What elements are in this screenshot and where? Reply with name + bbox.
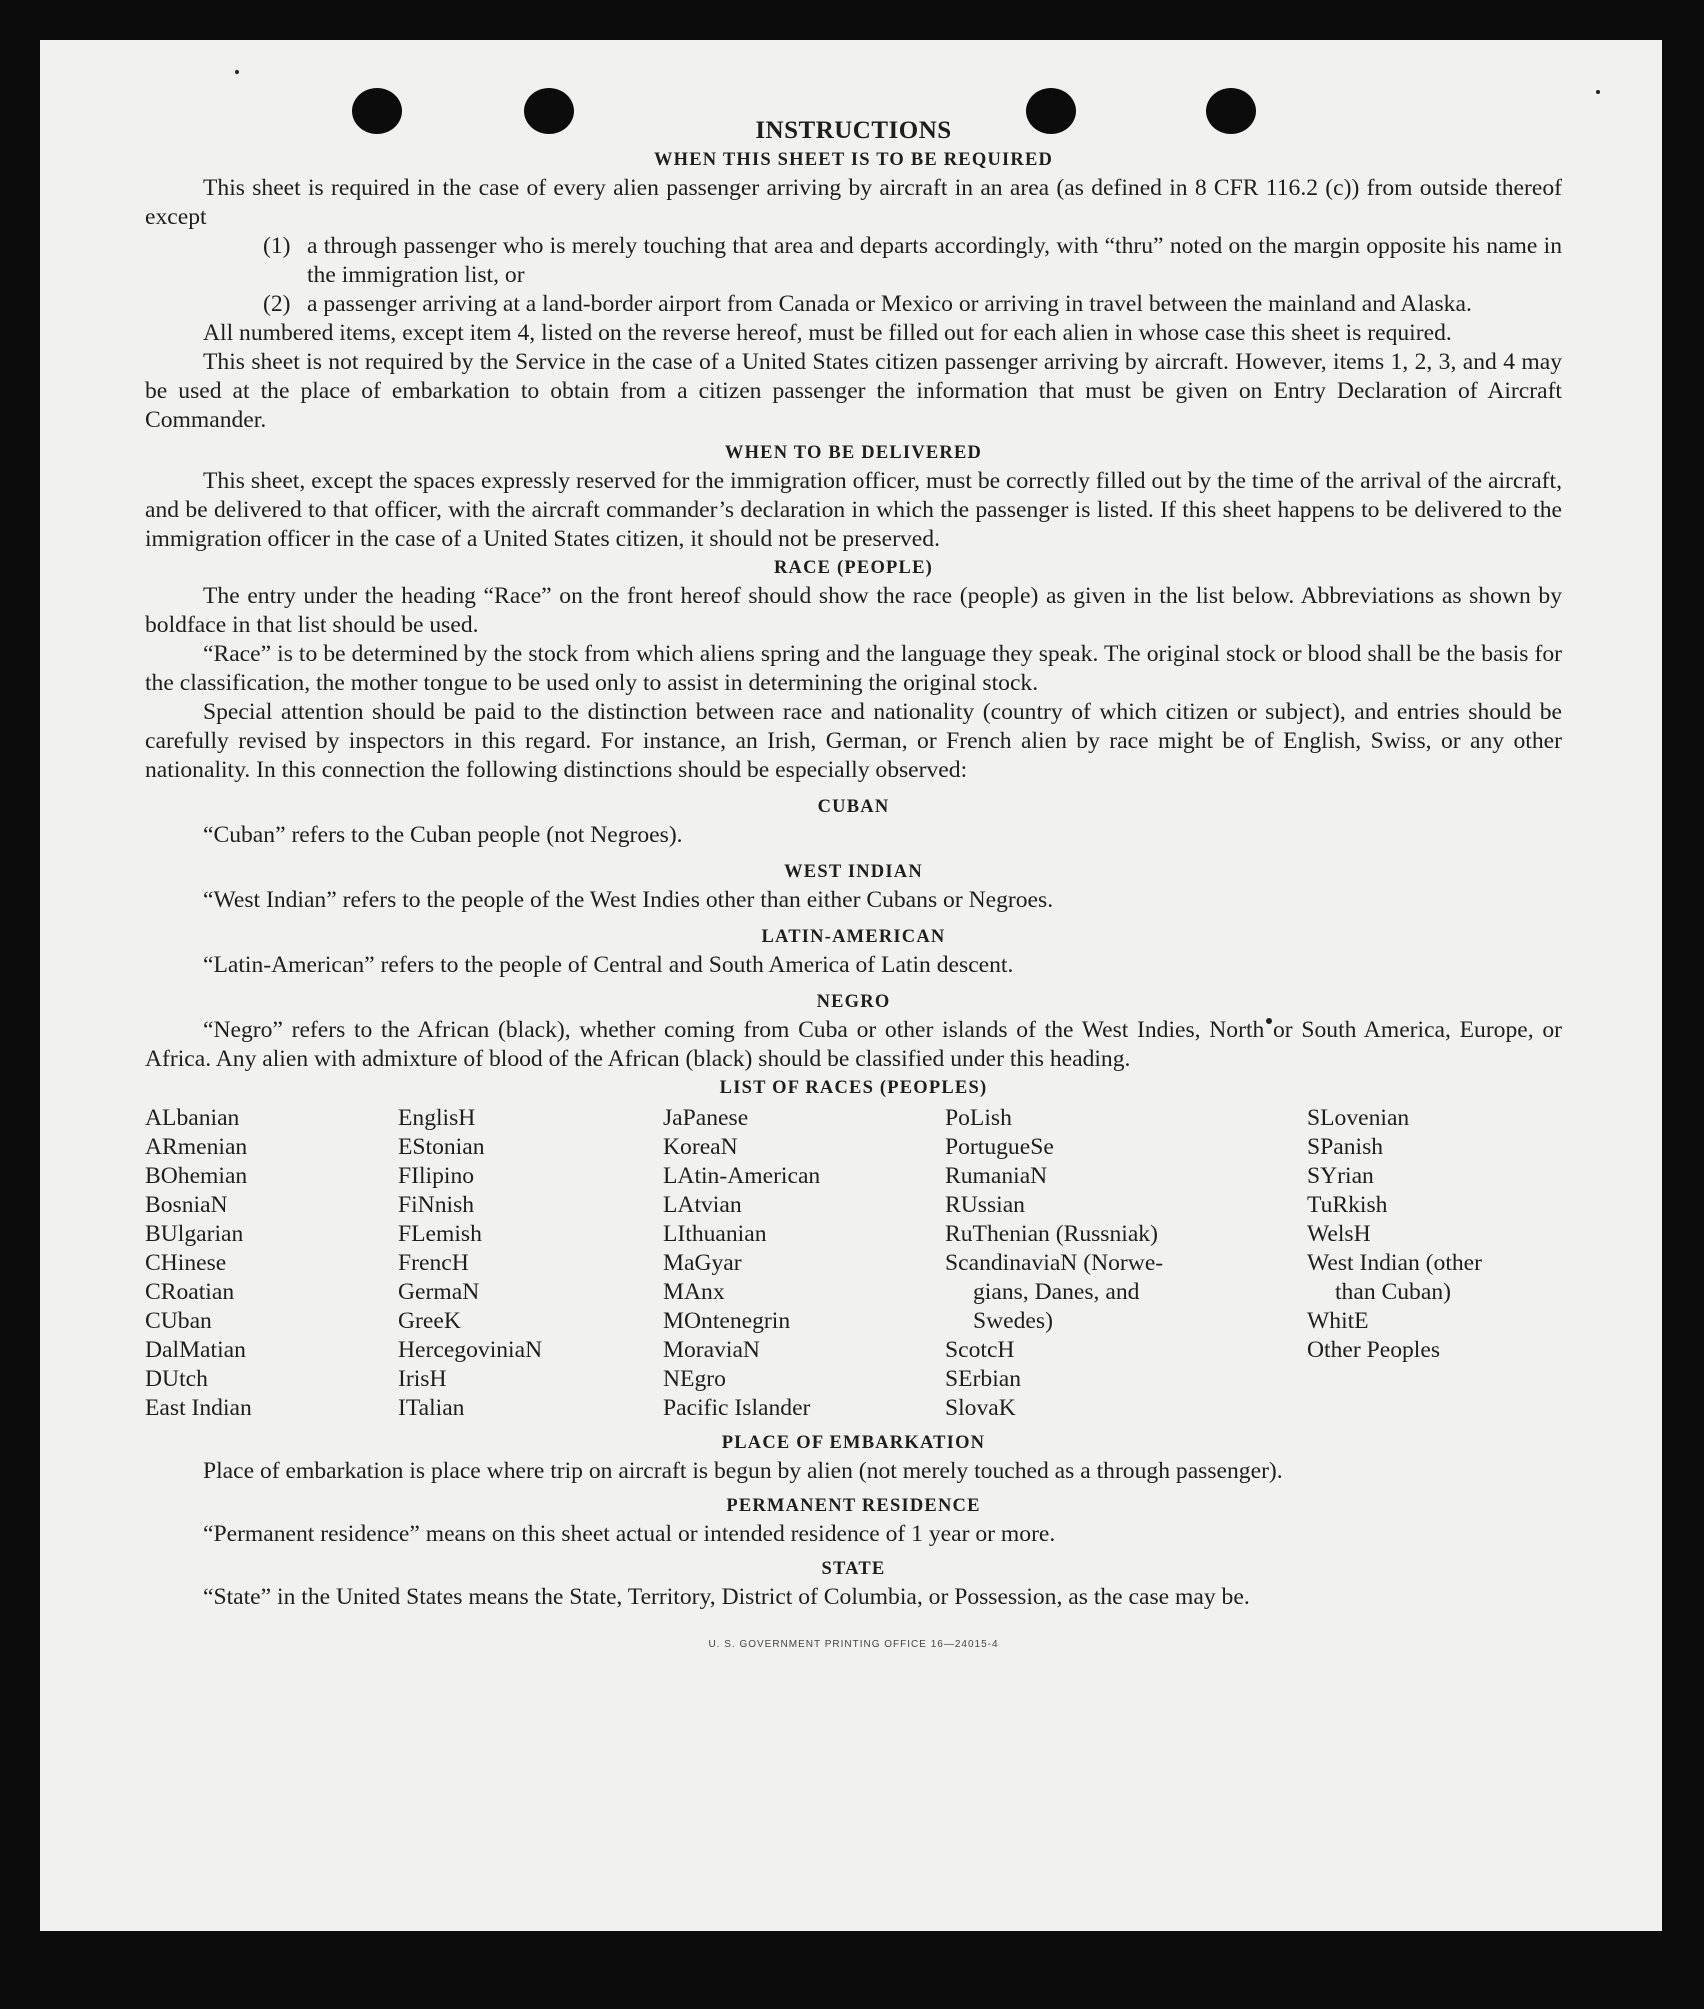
section-heading-race-list: LIST OF RACES (PEOPLES) (719, 1078, 988, 1098)
item-number: (2) (263, 291, 291, 317)
race-entry: SlovaK (945, 1395, 1016, 1421)
page-title: INSTRUCTIONS (755, 117, 952, 144)
section-heading-latin-american: LATIN-AMERICAN (761, 927, 946, 947)
race-column (145, 1104, 398, 1423)
section-heading-embarkation: PLACE OF EMBARKATION (721, 1433, 986, 1453)
race-entry: BOhemian (145, 1163, 248, 1189)
section-heading-residence: PERMANENT RESIDENCE (726, 1496, 981, 1516)
race-entry: LAtin-American (663, 1163, 821, 1189)
printer-imprint: U. S. GOVERNMENT PRINTING OFFICE 16—24015-4 (708, 1639, 999, 1650)
race-entry: Other Peoples (1307, 1337, 1441, 1363)
race-entry: East Indian (145, 1395, 252, 1421)
section-heading-race: RACE (PEOPLE) (774, 558, 933, 578)
paragraph: “Permanent residence” means on this sheet actual or intended residence of 1 year or more. (203, 1521, 1056, 1547)
race-column (663, 1104, 945, 1423)
race-entry: WhitE (1307, 1308, 1369, 1334)
race-entry: ITalian (398, 1395, 465, 1421)
race-entry: MOntenegrin (663, 1308, 791, 1334)
race-entry: SLovenian (1307, 1105, 1410, 1131)
race-entry: SErbian (945, 1366, 1022, 1392)
race-entry: FrencH (398, 1250, 469, 1276)
paragraph: The entry under the heading “Race” on the front hereof should show the race (people) as given in the list below. Abbreviations as shown by boldface in that list should be used. (145, 583, 1562, 638)
race-entry: West Indian (other (1307, 1250, 1482, 1276)
section-heading-state: STATE (821, 1559, 886, 1579)
paragraph: This sheet is required in the case of every alien passenger arriving by aircraft in an area (as defined in 8 CFR 116.2 (c)) from outside thereof except (145, 175, 1562, 230)
paragraph: “Latin-American” refers to the people of Central and South America of Latin descent. (203, 952, 1014, 978)
race-entry: CUban (145, 1308, 212, 1334)
paragraph: This sheet, except the spaces expressly reserved for the immigration officer, must be correctly filled out by the time of the arrival of the aircraft, and be delivered to that officer, with the aircraft commander’s declaration in which the passenger is listed. If this sheet happens to be delivered to the immigration officer in the case of a United States citizen, it should not be preserved. (145, 468, 1562, 552)
race-entry: SYrian (1307, 1163, 1374, 1189)
section-heading-negro: NEGRO (816, 992, 891, 1012)
instructions-content (145, 116, 1562, 1659)
paragraph: Place of embarkation is place where trip on aircraft is begun by alien (not merely touched as a through passenger). (203, 1458, 1283, 1484)
paragraph: “Race” is to be determined by the stock from which aliens spring and the language they speak. The original stock or blood shall be the basis for the classification, the mother tongue to be used only to assist in determining the original stock. (145, 641, 1562, 696)
paragraph: This sheet is not required by the Service in the case of a United States citizen passenger arriving by aircraft. However, items 1, 2, 3, and 4 may be used at the place of embarkation to obtain from a citizen passenger the information that must be given on Entry Declaration of Aircraft Commander. (145, 349, 1562, 433)
race-list (145, 1104, 1562, 1423)
race-entry: ScandinaviaN (Norwe- (945, 1250, 1164, 1276)
race-entry: CRoatian (145, 1279, 235, 1305)
race-entry: KoreaN (663, 1134, 738, 1160)
item-text: a through passenger who is merely touching that area and departs accordingly, with “thru” noted on the margin opposite his name in the immigration list, or (307, 233, 1562, 288)
race-entry: PortugueSe (945, 1134, 1054, 1160)
race-entry-continued: than Cuban) (1335, 1279, 1451, 1305)
race-entry: HercegoviniaN (398, 1337, 543, 1363)
race-entry: GreeK (398, 1308, 461, 1334)
section-heading-west-indian: WEST INDIAN (784, 862, 923, 882)
race-column (945, 1104, 1307, 1423)
race-entry: RuThenian (Russniak) (945, 1221, 1158, 1247)
race-entry: FIlipino (398, 1163, 475, 1189)
paragraph: “West Indian” refers to the people of the West Indies other than either Cubans or Negroes. (203, 887, 1054, 913)
section-heading-required: WHEN THIS SHEET IS TO BE REQUIRED (653, 150, 1054, 170)
list-item (263, 290, 1562, 319)
race-entry: CHinese (145, 1250, 227, 1276)
paragraph: “State” in the United States means the State, Territory, District of Columbia, or Possession, as the case may be. (203, 1584, 1250, 1610)
race-entry: ALbanian (145, 1105, 240, 1131)
race-entry: MoraviaN (663, 1337, 760, 1363)
race-entry: Pacific Islander (663, 1395, 811, 1421)
race-entry: FLemish (398, 1221, 482, 1247)
race-entry: MAnx (663, 1279, 725, 1305)
race-column (1307, 1104, 1562, 1423)
race-entry: TuRkish (1307, 1192, 1388, 1218)
paragraph: All numbered items, except item 4, listed on the reverse hereof, must be filled out for each alien in whose case this sheet is required. (203, 320, 1452, 346)
race-entry: BUlgarian (145, 1221, 244, 1247)
race-entry: DalMatian (145, 1337, 246, 1363)
race-entry: EnglisH (398, 1105, 476, 1131)
race-entry: GermaN (398, 1279, 480, 1305)
race-entry: RumaniaN (945, 1163, 1048, 1189)
speck-icon (1596, 90, 1600, 94)
list-item (263, 232, 1562, 290)
paragraph: “Cuban” refers to the Cuban people (not Negroes). (203, 822, 683, 848)
race-entry: LIthuanian (663, 1221, 767, 1247)
paragraph: “Negro” refers to the African (black), whether coming from Cuba or other islands of the West Indies, North or South America, Europe, or Africa. Any alien with admixture of blood of the African (black) should be classified under this heading. (145, 1017, 1562, 1072)
race-entry: DUtch (145, 1366, 208, 1392)
paragraph: Special attention should be paid to the distinction between race and nationality (country of which citizen or subject), and entries should be carefully revised by inspectors in this regard. For instance, an Irish, German, or French alien by race might be of English, Swiss, or any other nationality. In this connection the following distinctions should be especially observed: (145, 699, 1562, 783)
race-entry: EStonian (398, 1134, 485, 1160)
document-sheet (40, 40, 1662, 1931)
race-entry: LAtvian (663, 1192, 742, 1218)
race-entry: PoLish (945, 1105, 1012, 1131)
race-entry: FiNnish (398, 1192, 475, 1218)
race-entry: WelsH (1307, 1221, 1371, 1247)
item-text: a passenger arriving at a land-border airport from Canada or Mexico or arriving in travel between the mainland and Alaska. (307, 291, 1472, 317)
section-heading-cuban: CUBAN (817, 797, 890, 817)
race-entry: SPanish (1307, 1134, 1384, 1160)
item-number: (1) (263, 233, 291, 259)
race-entry: ScotcH (945, 1337, 1015, 1363)
race-entry-continued: gians, Danes, and (973, 1279, 1140, 1305)
race-entry: MaGyar (663, 1250, 742, 1276)
race-entry: NEgro (663, 1366, 726, 1392)
race-entry: IrisH (398, 1366, 447, 1392)
race-entry-continued: Swedes) (973, 1308, 1053, 1334)
race-entry: ARmenian (145, 1134, 248, 1160)
race-entry: BosniaN (145, 1192, 228, 1218)
race-entry: JaPanese (663, 1105, 749, 1131)
speck-icon (235, 70, 239, 74)
section-heading-delivered: WHEN TO BE DELIVERED (724, 443, 983, 463)
race-entry: RUssian (945, 1192, 1025, 1218)
race-column (398, 1104, 663, 1423)
